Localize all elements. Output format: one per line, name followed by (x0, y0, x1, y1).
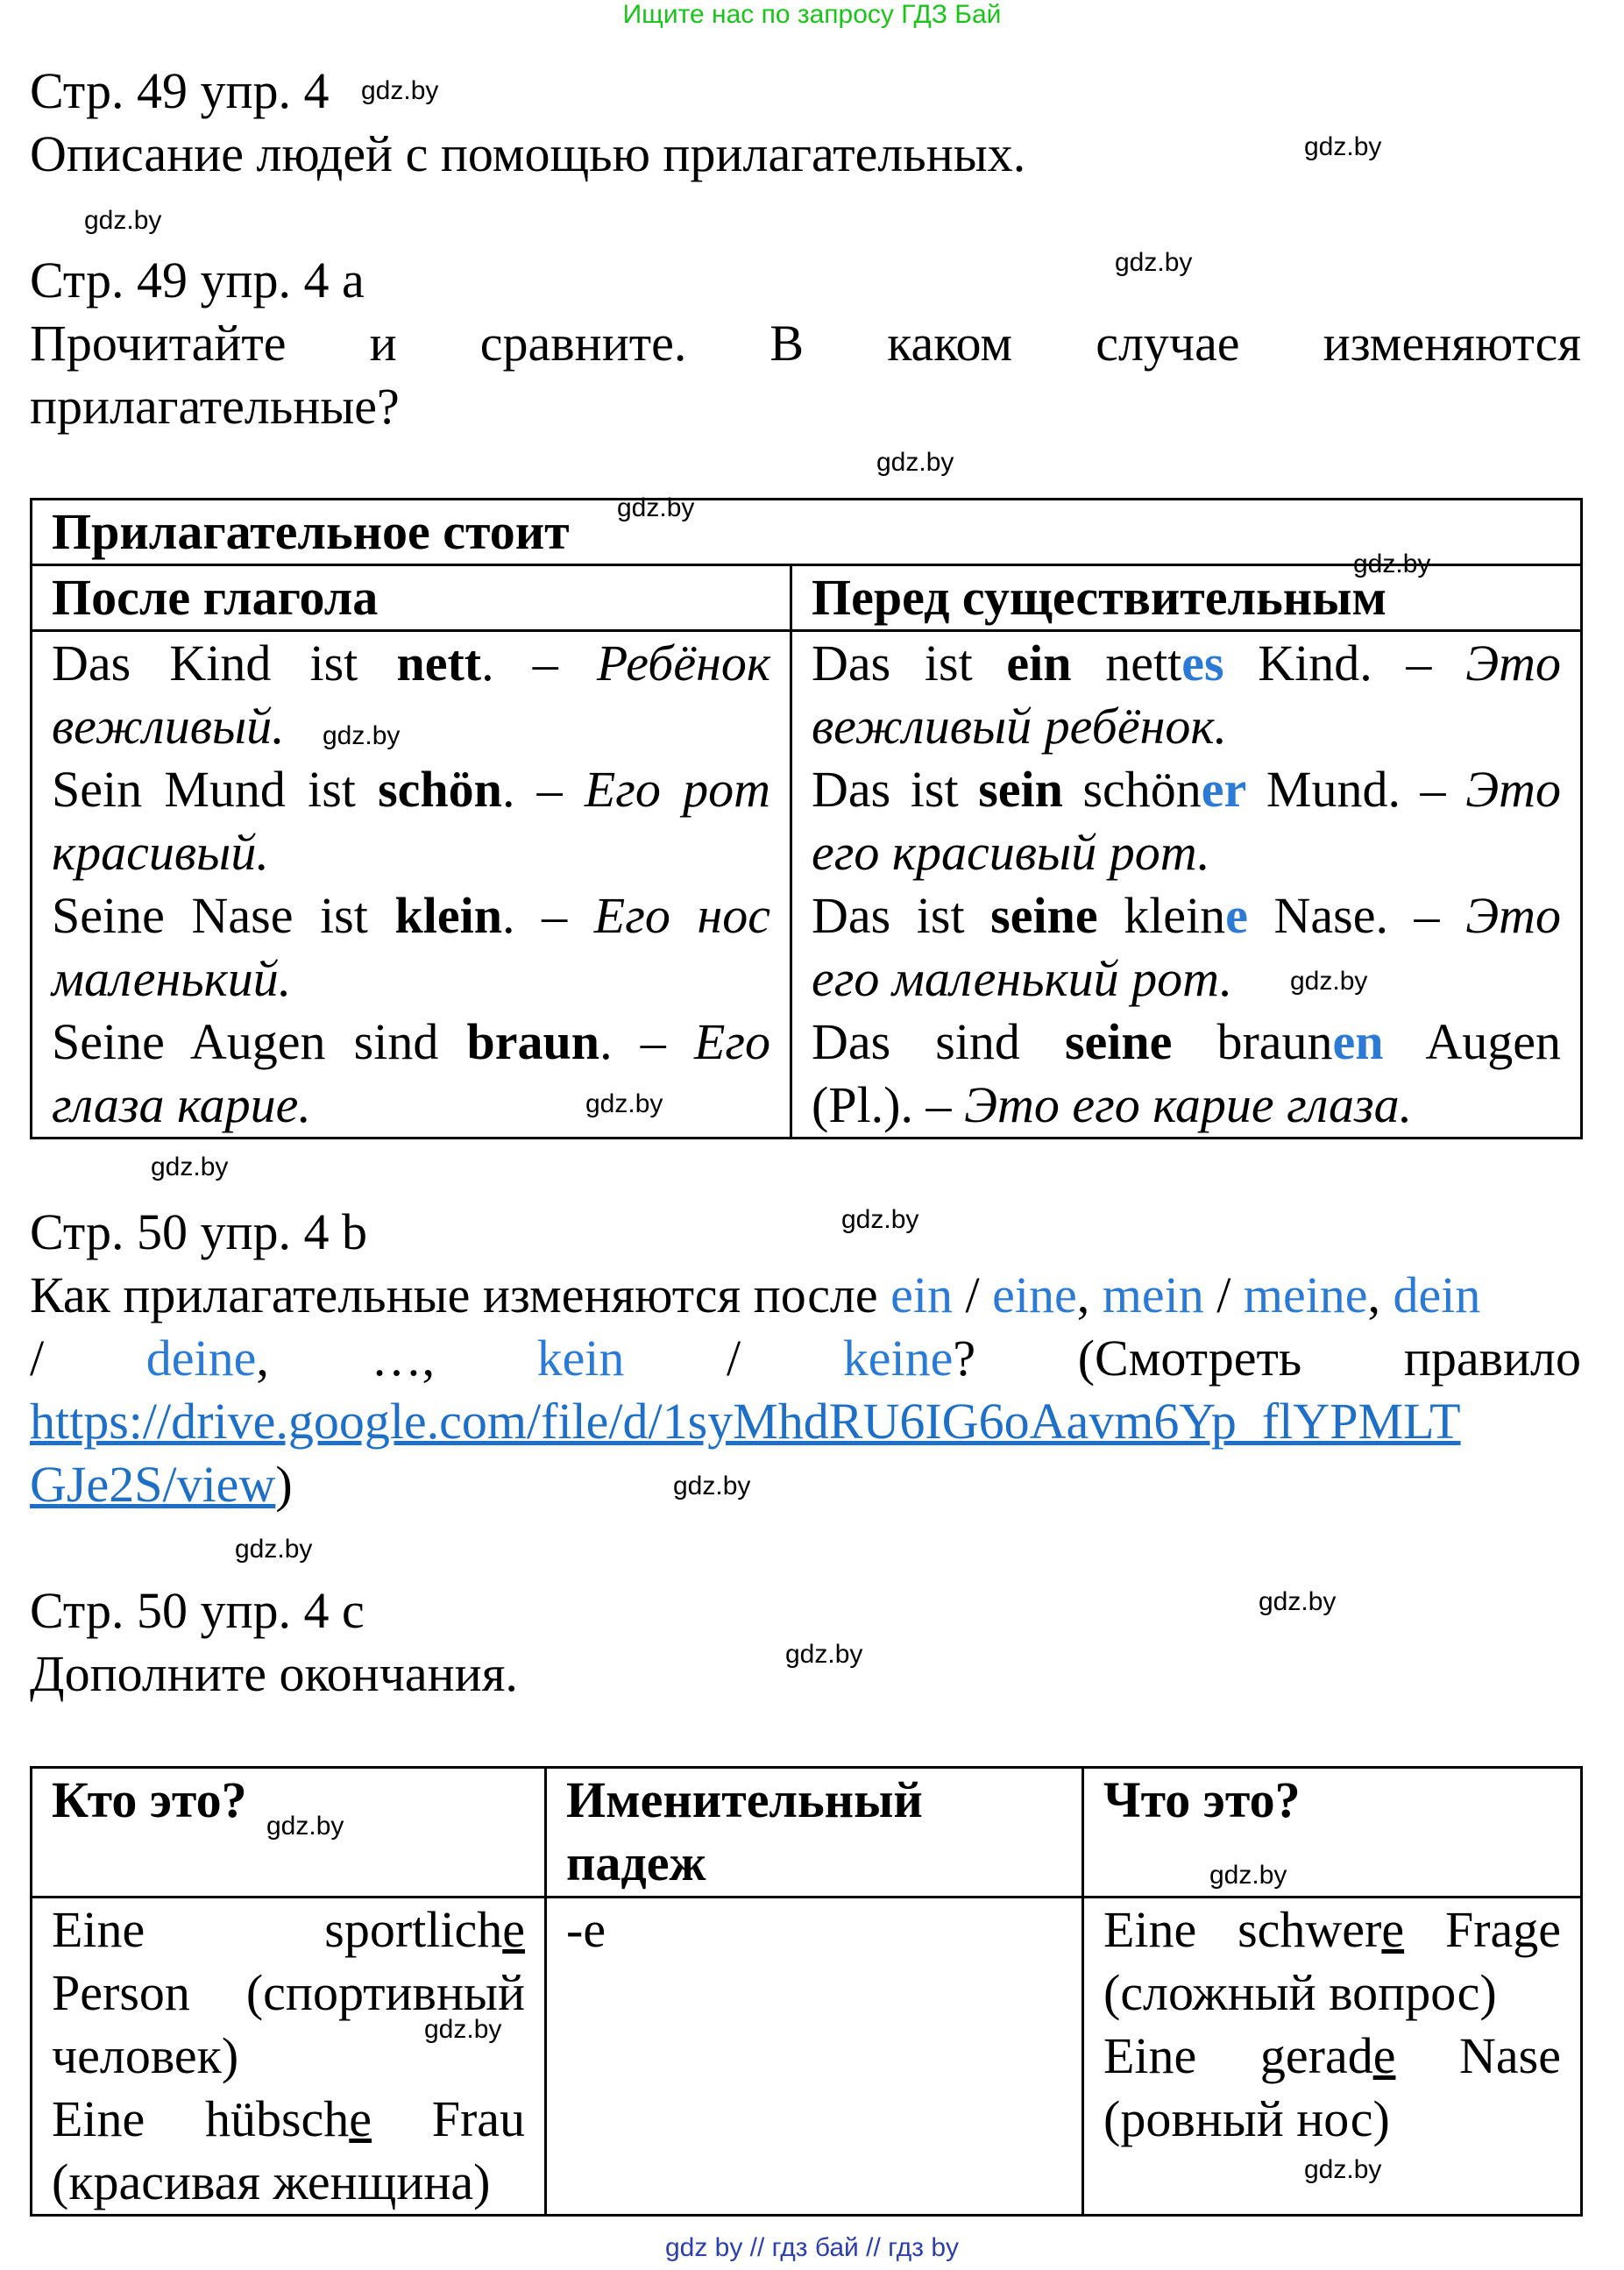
watermark: gdz.by (673, 1472, 751, 1500)
col-header-before-noun: Перед существительным (791, 565, 1582, 631)
example-row: Eine gerade Nase (1103, 2027, 1561, 2084)
watermark: gdz.by (1304, 132, 1382, 161)
watermark: gdz.by (235, 1535, 313, 1564)
watermark: gdz.by (841, 1205, 919, 1234)
example-row: Das ist sein schöner Mund. – Это (812, 761, 1561, 818)
col-header-what: Что это? (1083, 1768, 1582, 1898)
watermark: gdz.by (266, 1812, 344, 1841)
example-row: маленький. (52, 950, 292, 1007)
col-header-after-verb: После глагола (32, 565, 791, 631)
watermark: gdz.by (361, 76, 439, 105)
example-row: Person (спортивный (52, 1964, 525, 2021)
watermark: gdz.by (323, 721, 401, 750)
watermark: gdz.by (1353, 550, 1431, 578)
table-header: Прилагательное стоит (32, 500, 1582, 565)
section-title-49-4a: Стр. 49 упр. 4 a (30, 252, 365, 309)
watermark: gdz.by (84, 206, 162, 235)
section-title-50-4b: Стр. 50 упр. 4 b (30, 1203, 368, 1260)
example-row: вежливый. (52, 698, 285, 755)
adjective-position-table (30, 498, 1583, 1139)
example-row: (сложный вопрос) (1103, 1964, 1497, 2021)
example-row: (ровный нос) (1103, 2090, 1390, 2147)
footer-links: gdz by // гдз бай // гдз by (664, 2233, 960, 2262)
col-header-nominative: Именительный падеж (546, 1768, 1083, 1898)
example-row: Das ist seine kleine Nase. – Это (812, 887, 1561, 944)
example-row: Eine schwere Frage (1103, 1901, 1561, 1958)
watermark: gdz.by (785, 1640, 863, 1669)
before-noun-cell (791, 631, 1582, 1139)
example-row: его красивый рот. (812, 824, 1210, 881)
watermark: gdz.by (1304, 2155, 1382, 2184)
example-row: Eine sportliche (52, 1901, 525, 1958)
example-row: Seine Nase ist klein. – Его нос (52, 887, 771, 944)
example-row: человек) (52, 2027, 239, 2084)
example-row: его маленький рот. (812, 950, 1233, 1007)
example-row: глаза карие. (52, 1076, 311, 1133)
example-row: вежливый ребёнок. (812, 698, 1227, 755)
example-row: Das sind seine braunen Augen (812, 1013, 1562, 1070)
section-desc-49-4a-line1: Прочитайте и сравните. В каком случае изменяются (30, 315, 1581, 372)
after-verb-cell (32, 631, 791, 1139)
section-desc-49-4a-line2: прилагательные? (30, 378, 400, 435)
section-title-49-4: Стр. 49 упр. 4 (30, 62, 330, 119)
section-desc-49-4: Описание людей с помощью прилагательных. (30, 125, 1026, 182)
rule-link-line2[interactable]: GJe2S/view) (30, 1456, 293, 1513)
search-banner: Ищите нас по запросу ГДЗ Бай (622, 0, 1002, 29)
section-title-50-4c: Стр. 50 упр. 4 c (30, 1582, 365, 1639)
watermark: gdz.by (617, 493, 695, 522)
who-cell (32, 1898, 546, 2216)
example-row: Eine hübsche Frau (52, 2090, 526, 2147)
example-row: Seine Augen sind braun. – Его (52, 1013, 770, 1070)
rule-link-line1[interactable]: https://drive.google.com/file/d/1syMhdRU6IG6oAavm6Yp_flYPMLT (30, 1393, 1461, 1450)
example-row: Sein Mund ist schön. – Его рот (52, 761, 770, 818)
watermark: gdz.by (1115, 248, 1193, 277)
watermark: gdz.by (424, 2015, 502, 2044)
watermark: gdz.by (1209, 1861, 1287, 1890)
section-desc-50-4b-line2: / deine, …, kein / keine? (Смотреть правило (30, 1330, 1581, 1387)
section-desc-50-4c: Дополните окончания. (30, 1645, 518, 1702)
watermark: gdz.by (1259, 1587, 1337, 1616)
example-row: (Pl.). – Это его карие глаза. (812, 1076, 1413, 1133)
watermark: gdz.by (876, 448, 954, 477)
example-row: красивый. (52, 824, 269, 881)
endings-table (30, 1766, 1583, 2217)
watermark: gdz.by (1290, 967, 1368, 996)
nominative-cell: -e (546, 1898, 1083, 2216)
example-row: (красивая женщина) (52, 2153, 491, 2210)
watermark: gdz.by (585, 1089, 663, 1118)
section-desc-50-4b-line1: Как прилагательные изменяются после ein / eine, mein / meine, dein (30, 1266, 1481, 1323)
watermark: gdz.by (151, 1153, 229, 1181)
rule-link[interactable]: GJe2S/view (30, 1456, 276, 1513)
col-header-who: Кто это? (32, 1768, 546, 1898)
example-row: Das ist ein nettes Kind. – Это (812, 635, 1562, 692)
example-row: Das Kind ist nett. – Ребёнок (52, 635, 771, 692)
